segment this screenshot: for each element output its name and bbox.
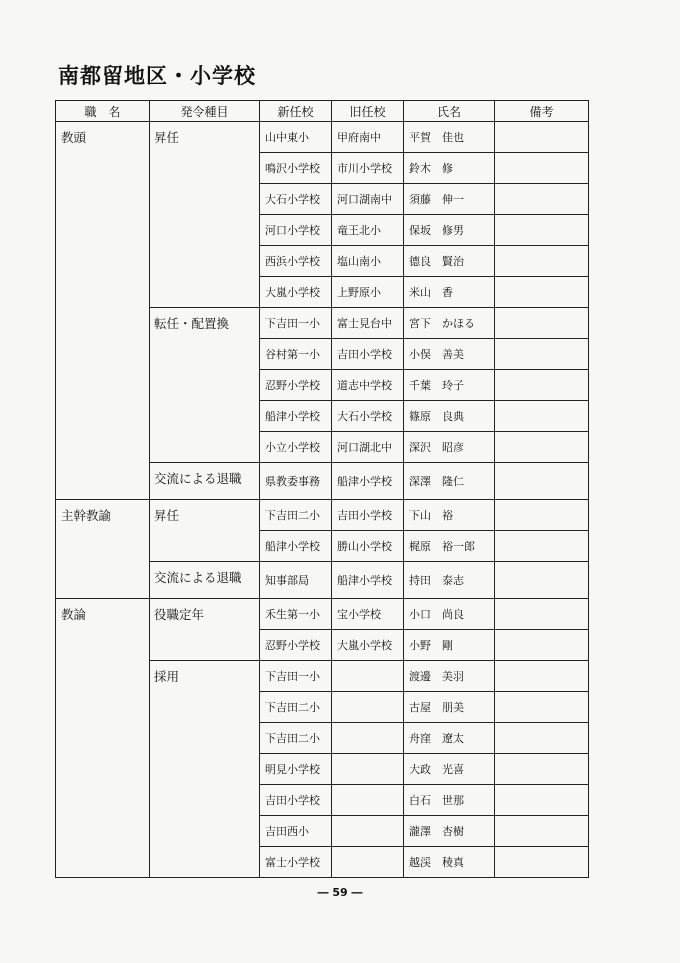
new-school-cell: 小立小学校 bbox=[260, 432, 332, 463]
remarks-cell bbox=[495, 723, 589, 754]
name-cell: 篠原 良典 bbox=[404, 401, 495, 432]
remarks-cell bbox=[495, 339, 589, 370]
former-school-cell: 竜王北小 bbox=[332, 215, 404, 246]
name-cell: 深沢 昭彦 bbox=[404, 432, 495, 463]
name-cell: 德良 賢治 bbox=[404, 246, 495, 277]
former-school-cell: 甲府南中 bbox=[332, 122, 404, 153]
remarks-cell bbox=[495, 308, 589, 339]
remarks-cell bbox=[495, 246, 589, 277]
remarks-cell bbox=[495, 463, 589, 500]
name-cell: 小口 尚良 bbox=[404, 599, 495, 630]
new-school-cell: 県教委事務 bbox=[260, 463, 332, 500]
remarks-cell bbox=[495, 153, 589, 184]
new-school-cell: 忍野小学校 bbox=[260, 630, 332, 661]
new-school-cell: 河口小学校 bbox=[260, 215, 332, 246]
former-school-cell: 船津小学校 bbox=[332, 463, 404, 500]
appointment-type-cell: 昇任 bbox=[150, 500, 260, 562]
former-school-cell bbox=[332, 692, 404, 723]
position-cell: 教頭 bbox=[56, 122, 150, 500]
former-school-cell bbox=[332, 754, 404, 785]
name-cell: 須藤 伸一 bbox=[404, 184, 495, 215]
page-number: ― 59 ― bbox=[317, 886, 363, 899]
name-cell: 小野 剛 bbox=[404, 630, 495, 661]
new-school-cell: 忍野小学校 bbox=[260, 370, 332, 401]
remarks-cell bbox=[495, 599, 589, 630]
former-school-cell: 塩山南小 bbox=[332, 246, 404, 277]
name-cell: 宮下 かほる bbox=[404, 308, 495, 339]
new-school-cell: 下吉田一小 bbox=[260, 308, 332, 339]
new-school-cell: 西浜小学校 bbox=[260, 246, 332, 277]
remarks-cell bbox=[495, 692, 589, 723]
name-cell: 米山 香 bbox=[404, 277, 495, 308]
new-school-cell: 富士小学校 bbox=[260, 847, 332, 878]
header-position: 職 名 bbox=[56, 101, 150, 122]
former-school-cell: 宝小学校 bbox=[332, 599, 404, 630]
former-school-cell: 大嵐小学校 bbox=[332, 630, 404, 661]
table-row bbox=[56, 122, 589, 153]
remarks-cell bbox=[495, 432, 589, 463]
former-school-cell: 大石小学校 bbox=[332, 401, 404, 432]
position-cell: 教論 bbox=[56, 599, 150, 878]
former-school-cell: 吉田小学校 bbox=[332, 339, 404, 370]
remarks-cell bbox=[495, 531, 589, 562]
new-school-cell: 下吉田二小 bbox=[260, 692, 332, 723]
former-school-cell: 市川小学校 bbox=[332, 153, 404, 184]
new-school-cell: 吉田西小 bbox=[260, 816, 332, 847]
remarks-cell bbox=[495, 816, 589, 847]
remarks-cell bbox=[495, 785, 589, 816]
new-school-cell: 大石小学校 bbox=[260, 184, 332, 215]
new-school-cell: 鳴沢小学校 bbox=[260, 153, 332, 184]
new-school-cell: 船津小学校 bbox=[260, 401, 332, 432]
appointment-type-cell: 転任・配置換 bbox=[150, 308, 260, 463]
new-school-cell: 山中東小 bbox=[260, 122, 332, 153]
header-name: 氏名 bbox=[404, 101, 495, 122]
name-cell: 保坂 修男 bbox=[404, 215, 495, 246]
former-school-cell: 吉田小学校 bbox=[332, 500, 404, 531]
name-cell: 深澤 隆仁 bbox=[404, 463, 495, 500]
page-title: 南都留地区・小学校 bbox=[58, 64, 256, 88]
header-new-school: 新任校 bbox=[260, 101, 332, 122]
remarks-cell bbox=[495, 215, 589, 246]
name-cell: 大政 光喜 bbox=[404, 754, 495, 785]
name-cell: 渡邊 美羽 bbox=[404, 661, 495, 692]
new-school-cell: 下吉田二小 bbox=[260, 500, 332, 531]
remarks-cell bbox=[495, 500, 589, 531]
name-cell: 平賀 佳也 bbox=[404, 122, 495, 153]
former-school-cell: 船津小学校 bbox=[332, 562, 404, 599]
position-cell: 主幹教諭 bbox=[56, 500, 150, 599]
name-cell: 梶原 裕一郎 bbox=[404, 531, 495, 562]
new-school-cell: 吉田小学校 bbox=[260, 785, 332, 816]
header-remarks: 備考 bbox=[495, 101, 589, 122]
remarks-cell bbox=[495, 122, 589, 153]
personnel-table bbox=[55, 100, 589, 878]
name-cell: 古屋 朋美 bbox=[404, 692, 495, 723]
new-school-cell: 谷村第一小 bbox=[260, 339, 332, 370]
appointment-type-cell: 交流による退職 bbox=[150, 562, 260, 599]
name-cell: 越渓 稜真 bbox=[404, 847, 495, 878]
former-school-cell: 河口湖南中 bbox=[332, 184, 404, 215]
former-school-cell: 河口湖北中 bbox=[332, 432, 404, 463]
remarks-cell bbox=[495, 370, 589, 401]
new-school-cell: 大嵐小学校 bbox=[260, 277, 332, 308]
former-school-cell: 道志中学校 bbox=[332, 370, 404, 401]
table-row bbox=[56, 599, 589, 630]
name-cell: 鈴木 修 bbox=[404, 153, 495, 184]
former-school-cell bbox=[332, 661, 404, 692]
new-school-cell: 下吉田二小 bbox=[260, 723, 332, 754]
former-school-cell bbox=[332, 816, 404, 847]
former-school-cell bbox=[332, 847, 404, 878]
table-body bbox=[56, 122, 589, 878]
former-school-cell: 富士見台中 bbox=[332, 308, 404, 339]
appointment-type-cell: 役職定年 bbox=[150, 599, 260, 661]
name-cell: 小俣 善美 bbox=[404, 339, 495, 370]
new-school-cell: 知事部局 bbox=[260, 562, 332, 599]
name-cell: 持田 泰志 bbox=[404, 562, 495, 599]
remarks-cell bbox=[495, 661, 589, 692]
name-cell: 瀧澤 杏樹 bbox=[404, 816, 495, 847]
header-former-school: 旧任校 bbox=[332, 101, 404, 122]
remarks-cell bbox=[495, 277, 589, 308]
new-school-cell: 下吉田一小 bbox=[260, 661, 332, 692]
former-school-cell: 勝山小学校 bbox=[332, 531, 404, 562]
name-cell: 下山 裕 bbox=[404, 500, 495, 531]
remarks-cell bbox=[495, 847, 589, 878]
new-school-cell: 禾生第一小 bbox=[260, 599, 332, 630]
name-cell: 白石 世那 bbox=[404, 785, 495, 816]
header-appointment-type: 発令種目 bbox=[150, 101, 260, 122]
name-cell: 千葉 玲子 bbox=[404, 370, 495, 401]
table-row bbox=[56, 500, 589, 531]
former-school-cell bbox=[332, 785, 404, 816]
name-cell: 舟窪 遼太 bbox=[404, 723, 495, 754]
appointment-type-cell: 交流による退職 bbox=[150, 463, 260, 500]
header-row bbox=[56, 101, 589, 122]
appointment-type-cell: 昇任 bbox=[150, 122, 260, 308]
new-school-cell: 船津小学校 bbox=[260, 531, 332, 562]
new-school-cell: 明見小学校 bbox=[260, 754, 332, 785]
remarks-cell bbox=[495, 401, 589, 432]
remarks-cell bbox=[495, 184, 589, 215]
remarks-cell bbox=[495, 562, 589, 599]
appointment-type-cell: 採用 bbox=[150, 661, 260, 878]
former-school-cell bbox=[332, 723, 404, 754]
remarks-cell bbox=[495, 630, 589, 661]
former-school-cell: 上野原小 bbox=[332, 277, 404, 308]
remarks-cell bbox=[495, 754, 589, 785]
